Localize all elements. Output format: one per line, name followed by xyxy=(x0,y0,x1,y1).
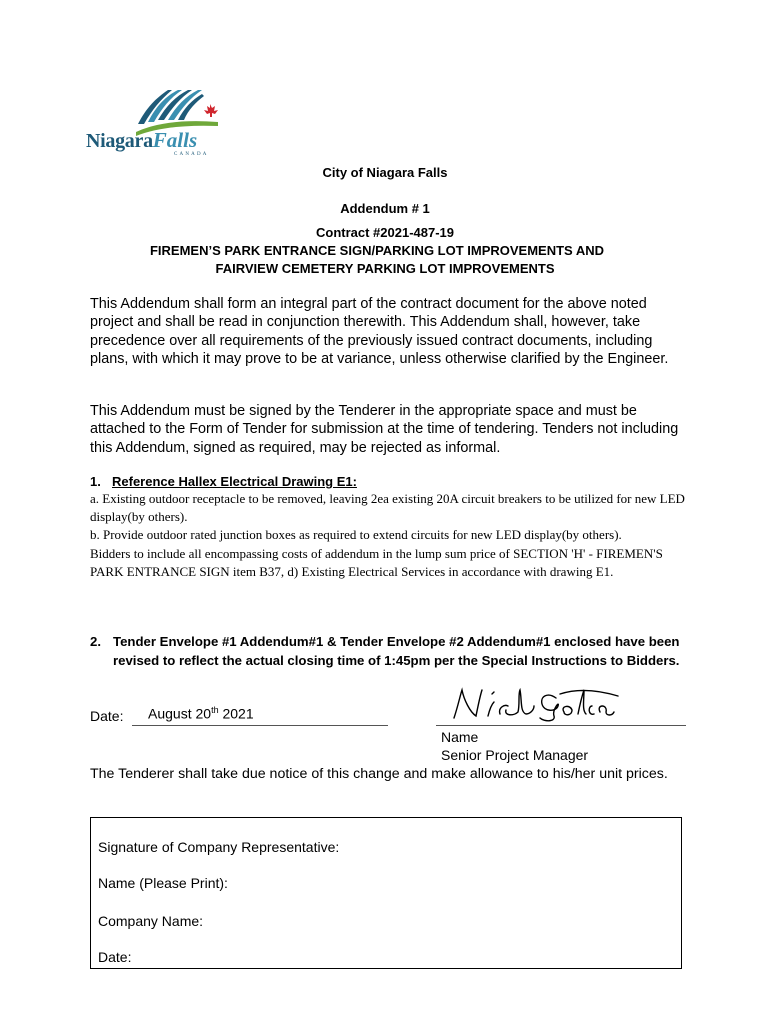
section-1-heading xyxy=(90,474,357,489)
date-year: 2021 xyxy=(218,705,254,722)
tenderer-notice: The Tenderer shall take due notice of this change and make allowance to his/her unit prices. xyxy=(90,766,668,782)
date-label: Date: xyxy=(90,708,124,724)
signature-underline xyxy=(436,725,686,726)
print-name-field: Name (Please Print): xyxy=(98,875,228,891)
date-underline xyxy=(132,725,388,726)
logo-wordmark xyxy=(86,130,197,151)
name-label: Name xyxy=(441,729,479,745)
signer-role: Senior Project Manager xyxy=(441,747,589,763)
niagara-falls-logo xyxy=(86,88,226,162)
company-name-field: Company Name: xyxy=(98,913,204,929)
section-1-note: Bidders to include all encompassing costs of addendum in the lump sum price of SECTION 'H' - FIREMEN'S PARK ENTRANCE SIGN item B37, d) Existing Electrical Services in accordance with drawing E1. xyxy=(90,545,663,579)
handwritten-signature xyxy=(448,686,638,724)
section-1-item-b: b. Provide outdoor rated junction boxes as required to extend circuits for new LED display(by others). xyxy=(90,527,622,543)
tenderer-date-field: Date: xyxy=(98,949,132,965)
date-day: August 20 xyxy=(148,705,212,722)
logo-name-part2: Falls xyxy=(152,128,198,152)
logo-name-part1: Niagara xyxy=(86,130,153,152)
company-rep-signature-field: Signature of Company Representative: xyxy=(98,839,340,855)
addendum-heading: Addendum # 1 xyxy=(340,201,430,216)
logo-country: CANADA xyxy=(174,152,209,157)
section-1-body xyxy=(90,490,690,581)
signer-block xyxy=(441,728,588,764)
date-value xyxy=(148,705,254,722)
section-2-number: 2. xyxy=(90,634,101,649)
city-heading: City of Niagara Falls xyxy=(322,165,448,180)
section-1-number: 1. xyxy=(90,474,101,489)
section-2 xyxy=(90,633,710,670)
project-title-line2: FAIRVIEW CEMETERY PARKING LOT IMPROVEMENTS xyxy=(215,261,555,276)
date-suffix: th xyxy=(211,705,219,715)
section-1-title: Reference Hallex Electrical Drawing E1: xyxy=(112,474,357,489)
intro-paragraph-1: This Addendum shall form an integral part of the contract document for the above noted project and shall be read in conjunction therewith. This Addendum shall, however, take precedence over all requirements of the previously issued contract documents, including plans, with which it may prove to be at variance, unless otherwise clarified by the Engineer. xyxy=(90,296,669,368)
section-2-text: Tender Envelope #1 Addendum#1 & Tender Envelope #2 Addendum#1 enclosed have been revised to reflect the actual closing time of 1:45pm per the Special Instructions to Bidders. xyxy=(113,634,680,668)
contract-number: Contract #2021-487-19 xyxy=(315,225,455,240)
project-title-line1: FIREMEN’S PARK ENTRANCE SIGN/PARKING LOT IMPROVEMENTS AND xyxy=(149,243,605,258)
section-1-item-a: a. Existing outdoor receptacle to be removed, leaving 2ea existing 20A circuit breakers to be utilized for new LED display(by others). xyxy=(90,491,685,525)
tenderer-signature-box xyxy=(90,817,682,969)
intro-paragraph-2: This Addendum must be signed by the Tenderer in the appropriate space and must be attached to the Form of Tender for submission at the time of tendering. Tenders not including this Addendum, signed as required, may be rejected as informal. xyxy=(90,403,679,456)
